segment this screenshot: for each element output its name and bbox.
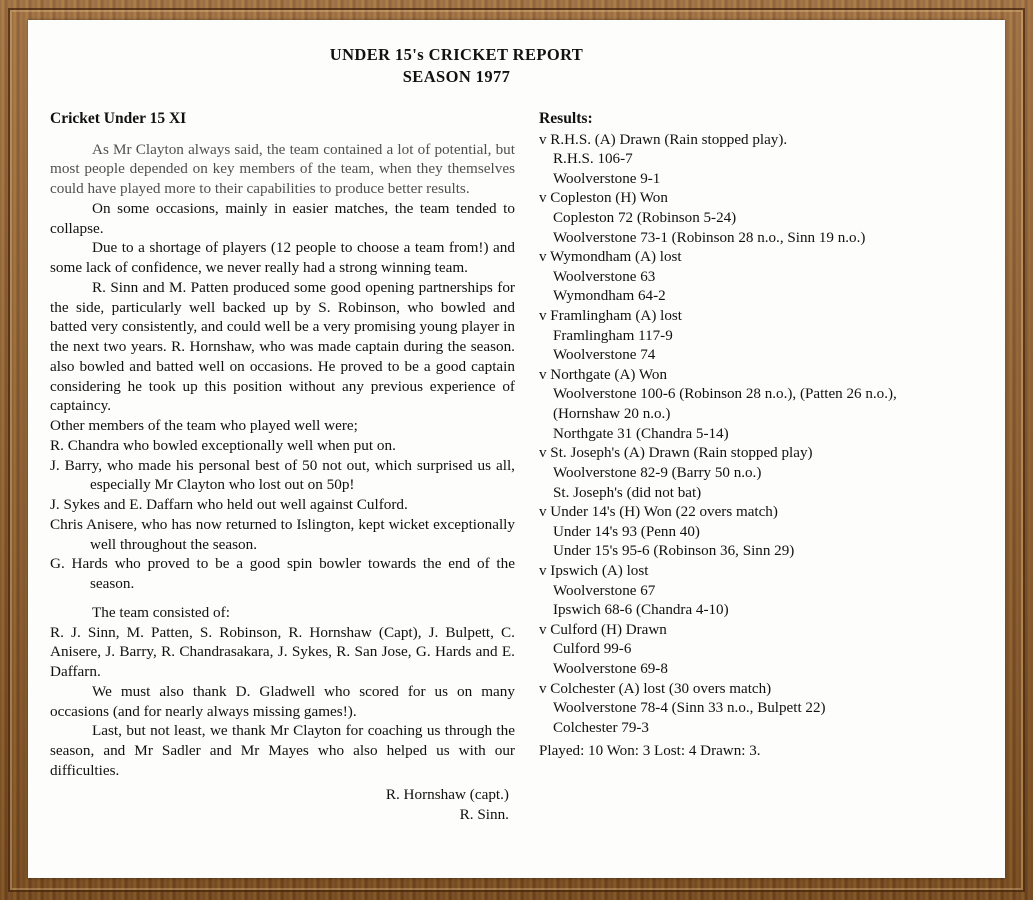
season-summary: Played: 10 Won: 3 Lost: 4 Drawn: 3. <box>538 743 761 760</box>
match-detail: Ipswich 68-6 (Chandra 4-10) <box>552 602 729 619</box>
match-detail: Northgate 31 (Chandra 5-14) <box>552 425 729 442</box>
document-title <box>28 44 983 88</box>
match-entry <box>539 503 983 562</box>
spacer <box>50 594 515 603</box>
team-list: R. J. Sinn, M. Patten, S. Robinson, R. Hornshaw (Capt), J. Bulpett, C. Anisere, J. Barry, R. Chandrasakara, J. Sykes, R. San Jose, G. Hards and E. Daffarn. <box>50 623 515 681</box>
match-fixture: v Framlingham (A) lost <box>538 308 682 325</box>
signature-line-2: R. Sinn. <box>459 805 509 823</box>
match-detail: (Hornshaw 20 n.o.) <box>552 406 671 423</box>
match-fixture: v Northgate (A) Won <box>538 366 668 383</box>
match-entry <box>539 366 983 444</box>
match-entry <box>539 562 983 621</box>
match-fixture: v Copleston (H) Won <box>538 190 668 207</box>
match-fixture: v R.H.S. (A) Drawn (Rain stopped play). <box>538 131 788 148</box>
match-fixture: v Colchester (A) lost (30 overs match) <box>538 680 772 697</box>
paragraph-3: Due to a shortage of players (12 people to choose a team from!) and some lack of confidence, we never really had a strong winning team. <box>50 239 515 277</box>
two-column-layout <box>50 110 983 825</box>
team-intro: The team consisted of: <box>92 603 230 621</box>
signature-line-1: R. Hornshaw (capt.) <box>385 785 509 803</box>
match-entry <box>539 131 983 190</box>
signature-block <box>50 785 515 825</box>
title-line-2: SEASON 1977 <box>402 66 511 86</box>
match-detail: Woolverstone 73-1 (Robinson 28 n.o., Sinn 19 n.o.) <box>552 229 866 246</box>
match-fixture: v Culford (H) Drawn <box>538 621 667 638</box>
match-detail: Woolverstone 9-1 <box>552 170 661 187</box>
match-entry <box>539 621 983 680</box>
match-detail: Framlingham 117-9 <box>552 327 673 344</box>
match-detail: R.H.S. 106-7 <box>552 151 633 168</box>
match-fixture: v St. Joseph's (A) Drawn (Rain stopped play) <box>538 445 813 462</box>
thanks-coaches: Last, but not least, we thank Mr Clayton for coaching us through the season, and Mr Sadler and Mr Mayes who also helped us with our difficulties. <box>50 722 515 779</box>
match-entry <box>539 248 983 307</box>
match-entry <box>539 680 983 739</box>
player-note-5: G. Hards who proved to be a good spin bowler towards the end of the season. <box>50 555 515 593</box>
document-body <box>28 20 1005 878</box>
scanned-page <box>28 20 1005 878</box>
others-intro: Other members of the team who played well were; <box>50 417 358 435</box>
match-fixture: v Wymondham (A) lost <box>538 249 682 266</box>
match-fixture: v Under 14's (H) Won (22 overs match) <box>538 504 778 521</box>
title-line-1: UNDER 15's CRICKET REPORT <box>329 45 584 64</box>
match-detail: Copleston 72 (Robinson 5-24) <box>552 209 737 226</box>
section-heading: Cricket Under 15 XI <box>50 109 187 127</box>
match-entry <box>539 307 983 366</box>
match-fixture: v Ipswich (A) lost <box>538 562 649 579</box>
results-heading: Results: <box>538 109 593 127</box>
match-detail: St. Joseph's (did not bat) <box>552 484 702 501</box>
match-entry <box>539 444 983 503</box>
player-note-4: Chris Anisere, who has now returned to Islington, kept wicket exceptionally well throughout the season. <box>50 515 515 553</box>
player-note-3: J. Sykes and E. Daffarn who held out well against Culford. <box>50 496 408 514</box>
match-detail: Woolverstone 63 <box>552 268 656 285</box>
match-detail: Under 14's 93 (Penn 40) <box>552 523 700 540</box>
results-column <box>529 110 983 763</box>
match-detail: Woolverstone 69-8 <box>552 660 668 677</box>
match-detail: Woolverstone 100-6 (Robinson 28 n.o.), (Patten 26 n.o.), <box>552 386 897 403</box>
match-detail: Under 15's 95-6 (Robinson 36, Sinn 29) <box>552 543 795 560</box>
match-entry <box>539 189 983 248</box>
paragraph-2: On some occasions, mainly in easier matches, the team tended to collapse. <box>50 199 515 237</box>
match-detail: Woolverstone 82-9 (Barry 50 n.o.) <box>552 464 762 481</box>
match-detail: Wymondham 64-2 <box>552 288 666 305</box>
report-column <box>50 110 529 825</box>
match-detail: Woolverstone 78-4 (Sinn 33 n.o., Bulpett 22) <box>552 700 826 717</box>
match-detail: Culford 99-6 <box>552 641 632 658</box>
paragraph-4: R. Sinn and M. Patten produced some good opening partnerships for the side, particularly well backed up by S. Robinson, who bowled and batted very consistently, and could well be a very promising young player in the next two years. R. Hornshaw, who was made captain during the season. also bowled and batted well on occasions. He proved to be a good captain considering he took up this position without any previous experience of captaincy. <box>50 278 515 415</box>
match-detail: Woolverstone 67 <box>552 582 656 599</box>
thanks-scorer: We must also thank D. Gladwell who scored for us on many occasions (and for nearly always missing games!). <box>50 682 515 720</box>
paragraph-1: As Mr Clayton always said, the team contained a lot of potential, but most people depended on key members of the team, when they themselves could have played more to their capabilities to produce better results. <box>50 140 515 198</box>
player-note-1: R. Chandra who bowled exceptionally well when put on. <box>50 436 396 454</box>
match-detail: Colchester 79-3 <box>552 719 649 736</box>
player-note-2: J. Barry, who made his personal best of 50 not out, which surprised us all, especially Mr Clayton who lost out on 50p! <box>50 456 515 494</box>
match-detail: Woolverstone 74 <box>552 347 656 364</box>
